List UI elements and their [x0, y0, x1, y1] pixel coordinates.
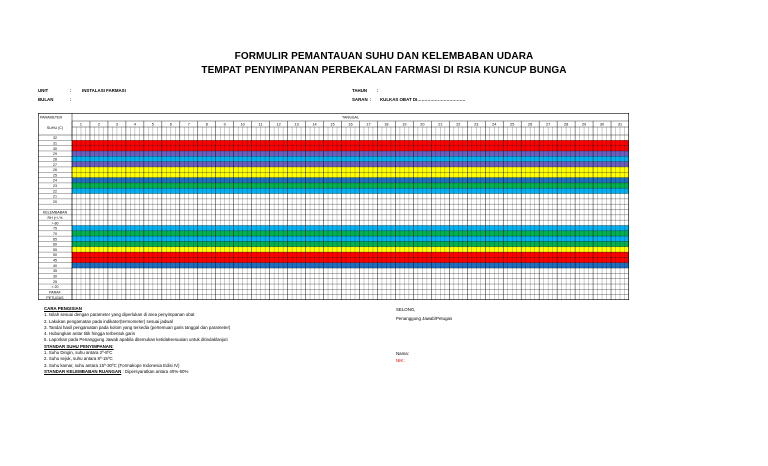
standar-suhu-title: STANDAR SUHU PENYIMPANAN:	[44, 343, 114, 349]
row-label: 23	[53, 184, 57, 189]
standar-suhu-item: 1. Suhu Dingin, suhu antara 2º-8ºC	[44, 350, 113, 356]
row-label: 60	[53, 242, 57, 247]
sarana-colon: :	[370, 97, 372, 102]
row-label: RH (+/-%	[47, 215, 63, 220]
day-number: 27	[546, 122, 551, 127]
bulan-label: BULAN	[38, 97, 54, 102]
cara-item: 5. Laporkan pada Penanggung Jawab apabila ditemukan ketidaksesuaian untuk ditindaklanjuti	[44, 337, 228, 343]
day-number: 19	[402, 122, 407, 127]
signature-name: Nama:	[396, 351, 409, 356]
day-number: 26	[528, 122, 533, 127]
monitoring-grid	[38, 113, 629, 300]
day-number: 29	[581, 122, 587, 127]
tanggal-label: TANGGAL	[342, 115, 359, 120]
row-label: 35	[53, 269, 57, 274]
day-number: 4	[133, 122, 136, 127]
cara-pengisian-section	[44, 306, 230, 375]
cara-item: 2. Lakukan pengamatan pada indikator(termometer) sesuai jadwal	[44, 318, 173, 324]
row-label: 30	[53, 274, 57, 279]
day-number: 15	[330, 122, 335, 127]
row-label: 70	[53, 231, 57, 236]
day-number: 8	[205, 122, 208, 127]
day-number: 9	[223, 122, 226, 127]
day-number: 31	[617, 122, 623, 127]
day-number: 12	[276, 122, 281, 127]
standar-kelembaban-title: STANDAR KELEMBABAN RUANGAN	[44, 368, 122, 374]
row-label: < 20	[51, 285, 59, 290]
standar-suhu-item: 2. Suhu sejuk, suhu antara 8º-15ºC	[44, 356, 113, 362]
day-number: 14	[312, 122, 317, 127]
day-number: 7	[187, 122, 190, 127]
day-number: 16	[348, 122, 353, 127]
row-label: 75	[53, 226, 57, 231]
signature-place: SELONG,	[396, 307, 416, 312]
row-label: 30	[53, 146, 57, 151]
signature-role: Penanggung Jawab/Petugas	[396, 316, 453, 322]
day-number: 23	[474, 122, 479, 127]
day-number: 21	[438, 122, 443, 127]
row-label: 27	[53, 162, 57, 167]
sarana-label: SARAN	[352, 97, 368, 102]
signature-block	[396, 307, 452, 323]
row-label: 25	[53, 173, 57, 178]
row-label: 65	[53, 237, 57, 242]
row-label: PETUGAS	[46, 295, 64, 300]
standar-kelembaban	[44, 369, 230, 375]
day-number: 25	[510, 122, 515, 127]
tahun-colon: :	[377, 88, 379, 93]
day-number: 1	[79, 122, 83, 127]
row-label: 24	[53, 178, 57, 183]
row-label: PARAF	[49, 290, 61, 295]
form-title-line1: FORMULIR PEMANTAUAN SUHU DAN KELEMBABAN UDARA	[234, 51, 534, 62]
tahun-label: TAHUN	[352, 88, 368, 93]
day-number: 28	[563, 122, 569, 127]
day-number: 11	[258, 122, 263, 127]
row-label: 50	[53, 253, 57, 258]
row-label: 40	[53, 263, 57, 268]
day-number: 20	[420, 122, 425, 127]
row-label: 22	[53, 189, 57, 194]
row-label: 28	[53, 157, 57, 162]
parameter-label: PARAMETER	[40, 115, 63, 120]
day-number: 18	[384, 122, 389, 127]
row-label: > 80	[51, 221, 59, 226]
bulan-colon: :	[70, 97, 72, 102]
row-label: 55	[53, 247, 57, 252]
day-number: 10	[240, 122, 245, 127]
cara-item: 4. Hubungkan antar titik hingga terbentuk garis	[44, 331, 136, 337]
unit-colon: :	[70, 88, 72, 93]
row-label: 20	[53, 200, 57, 205]
standar-kelembaban-value: : Dipersyaratkan antara 40%-60%	[122, 368, 189, 374]
day-number: 3	[115, 122, 118, 127]
cara-pengisian-title: CARA PENGISIAN	[44, 306, 82, 311]
day-number: 22	[456, 122, 461, 127]
day-number: 2	[97, 122, 101, 127]
signature-nik: NIK:	[396, 358, 405, 363]
cara-item: 3. Tandai hasil pengamatan pada kolom yang tersedia (pertemuan garis tanggal dan parameter)	[44, 324, 231, 330]
unit-value: INSTALASI FARMASI	[82, 88, 126, 93]
row-label: 31	[53, 141, 57, 146]
row-label: 32	[53, 136, 57, 141]
row-label: 29	[53, 152, 57, 157]
form-title-line2: TEMPAT PENYIMPANAN PERBEKALAN FARMASI DI RSIA KUNCUP BUNGA	[201, 65, 567, 76]
day-number: 30	[599, 122, 605, 127]
cara-item: 1. Isilah sesuai dengan parameter yang diperlukan di area penyimpanan obat	[44, 312, 195, 318]
day-number: 24	[492, 122, 497, 127]
row-label: 45	[53, 258, 57, 263]
standar-suhu-item: 3. Suhu kamar, suhu antara 15º-30ºC (Formakope Indonesia Edisi IV)	[44, 362, 180, 368]
unit-label: UNIT	[38, 88, 49, 93]
sarana-value: KULKAS OBAT DI……………………………	[380, 97, 466, 102]
row-label: 21	[53, 194, 57, 199]
row-label: KELEMBABAN	[42, 210, 68, 215]
suhu-label: SUHU (C)	[46, 126, 64, 130]
day-number: 13	[294, 122, 299, 127]
row-label: 25	[53, 279, 57, 284]
row-label: 26	[53, 168, 57, 173]
day-number: 5	[151, 122, 154, 127]
day-number: 17	[366, 122, 371, 127]
day-number: 6	[169, 122, 172, 127]
